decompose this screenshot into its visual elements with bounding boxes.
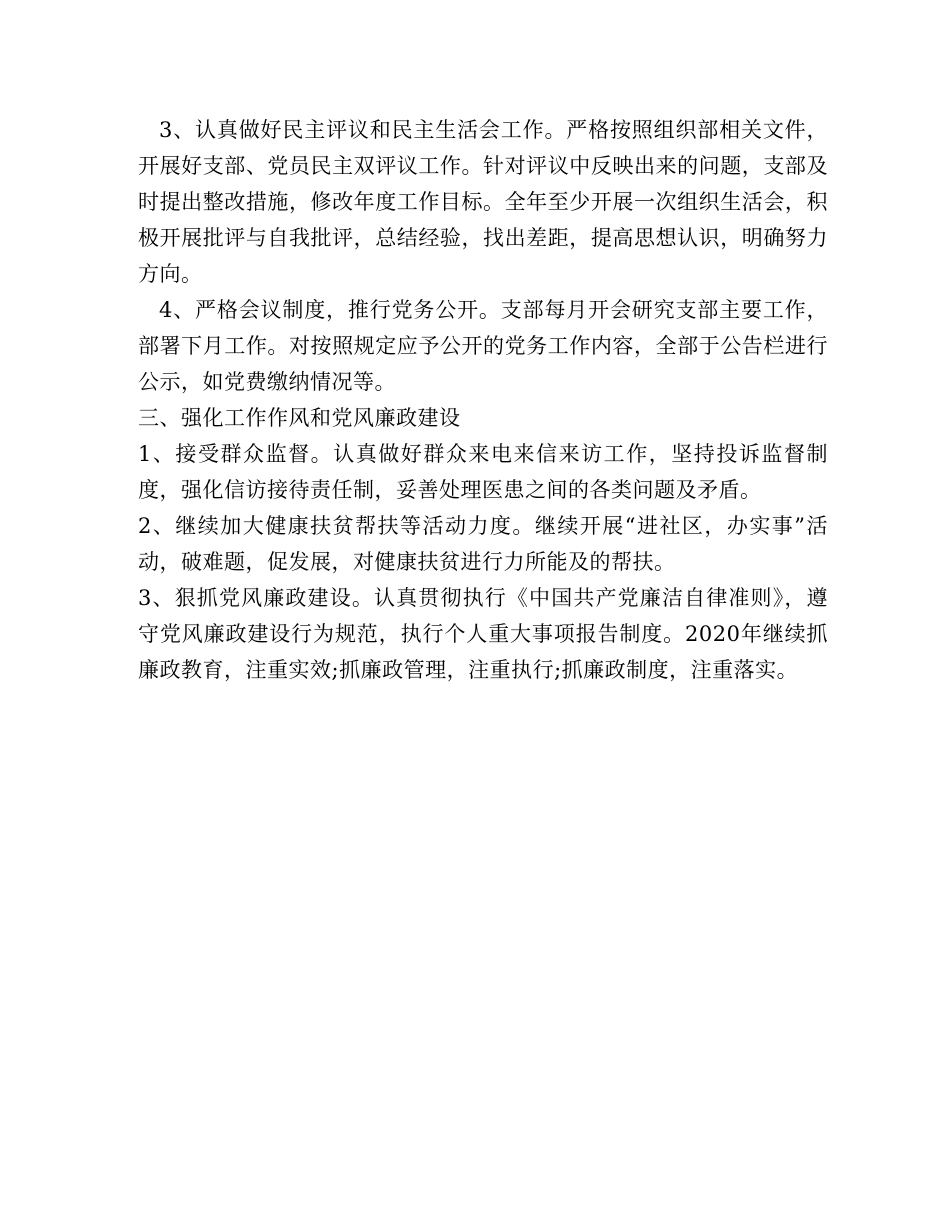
paragraph-meeting-system: 4、严格会议制度，推行党务公开。支部每月开会研究支部主要工作，部署下月工作。对按照规定应予公开的党务工作内容，全部于公告栏进行公示，如党费缴纳情况等。 bbox=[138, 298, 828, 394]
paragraph-democratic-review: 3、认真做好民主评议和民主生活会工作。严格按照组织部相关文件，开展好支部、党员民主双评议工作。针对评议中反映出来的问题，支部及时提出整改措施，修改年度工作目标。全年至少开展一次组织生活会，积极开展批评与自我批评，总结经验，找出差距，提高思想认识，明确努力方向。 bbox=[138, 118, 828, 286]
paragraph-health-poverty-aid: 2、继续加大健康扶贫帮扶等活动力度。继续开展“进社区，办实事”活动，破难题，促发展，对健康扶贫进行力所能及的帮扶。 bbox=[138, 514, 828, 574]
section-heading-work-style: 三、强化工作作风和党风廉政建设 bbox=[138, 406, 461, 430]
document-body bbox=[138, 112, 828, 688]
paragraph-anti-corruption: 3、狠抓党风廉政建设。认真贯彻执行《中国共产党廉洁自律准则》，遵守党风廉政建设行为规范，执行个人重大事项报告制度。2020年继续抓廉政教育，注重实效;抓廉政管理，注重执行;抓廉政制度，注重落实。 bbox=[138, 586, 828, 682]
paragraph-public-supervision: 1、接受群众监督。认真做好群众来电来信来访工作，坚持投诉监督制度，强化信访接待责任制，妥善处理医患之间的各类问题及矛盾。 bbox=[138, 442, 828, 502]
